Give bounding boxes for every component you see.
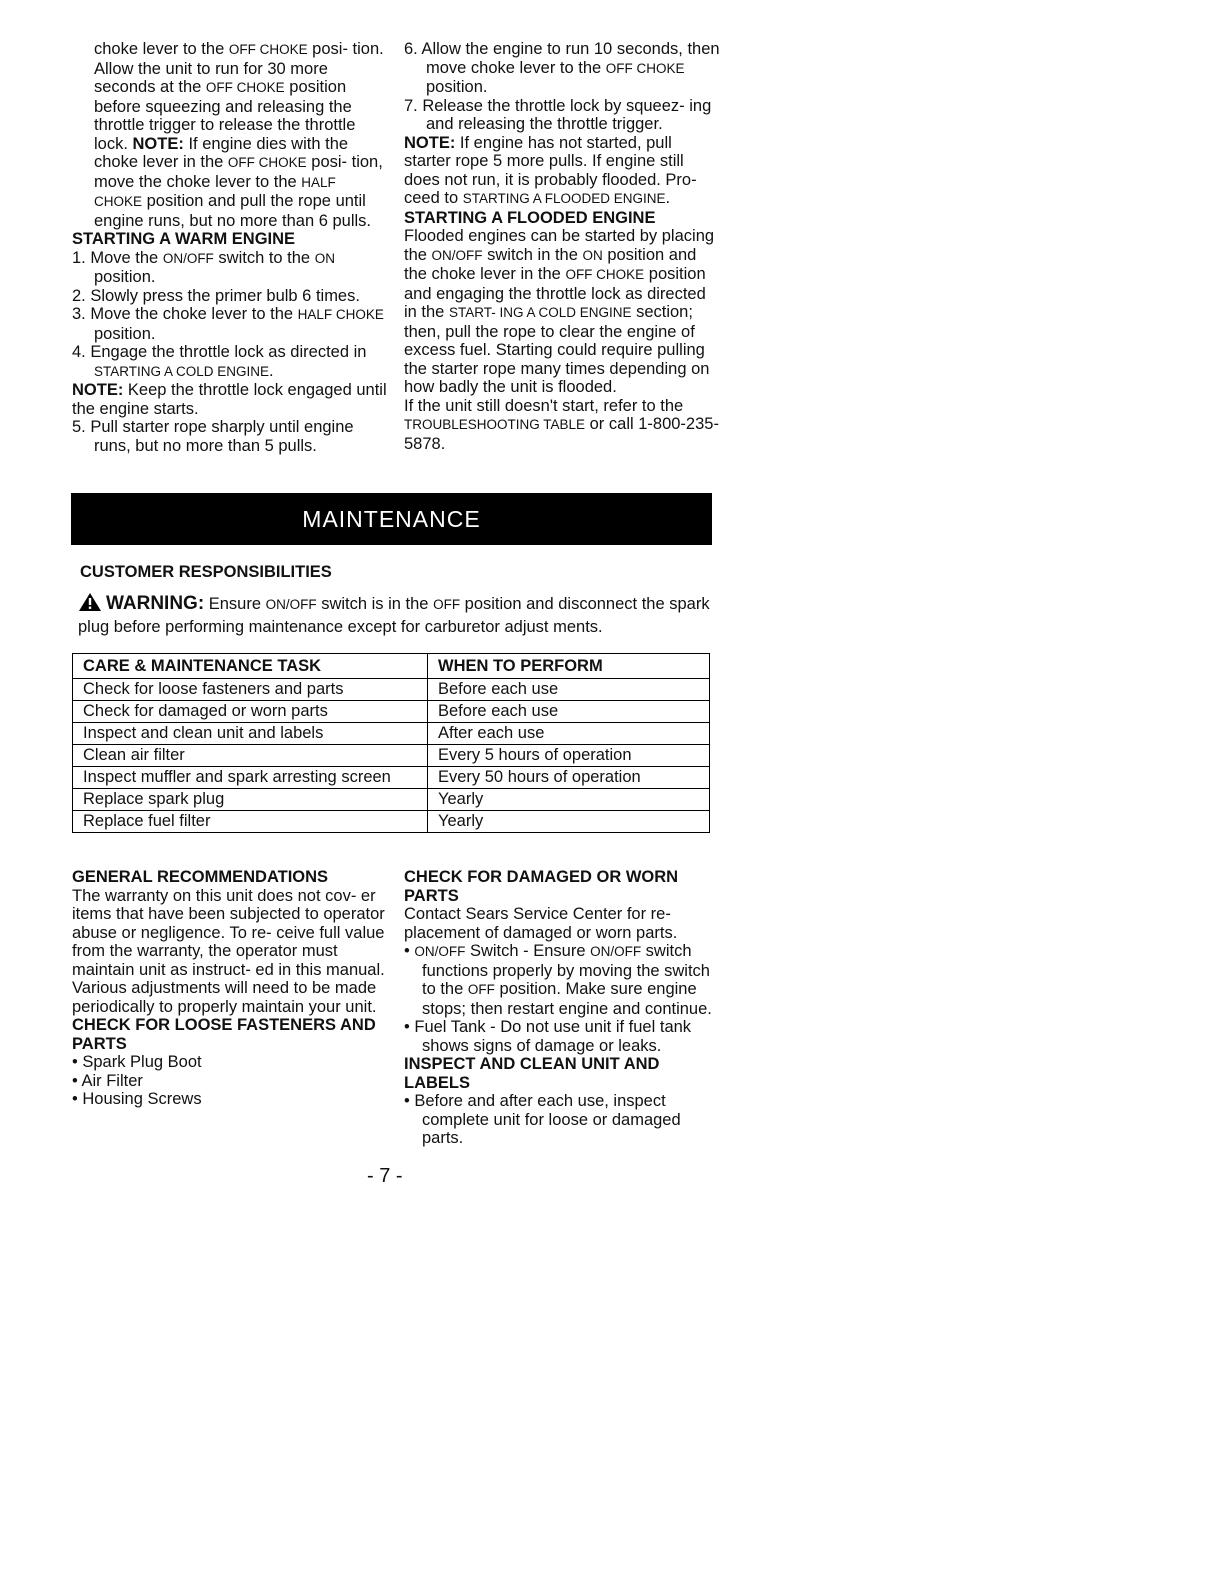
warm-step-5: 5. Pull starter rope sharply until engine runs, but no more than 5 pulls. (72, 418, 354, 455)
bottom-right-column (404, 868, 722, 1148)
table-row (73, 701, 710, 723)
flooded-engine-heading: STARTING A FLOODED ENGINE (404, 208, 656, 227)
troubleshooting-paragraph: If the unit still doesn't start, refer to the TROUBLESHOOTING TABLE or call 1-800-235-5878. (404, 396, 719, 453)
page-number: - 7 - (367, 1165, 403, 1187)
warning-block (78, 592, 718, 637)
task-cell: Replace spark plug (73, 789, 428, 811)
flooded-note: NOTE: If engine has not started, pull starter rope 5 more pulls. If engine still does not run, it is probably flooded. Pro- ceed to STARTING A FLOODED ENGINE. (404, 133, 697, 207)
task-cell: Clean air filter (73, 745, 428, 767)
list-item: • Before and after each use, inspect complete unit for loose or damaged parts. (404, 1092, 681, 1147)
when-cell: Every 5 hours of operation (428, 745, 710, 767)
table-row (73, 745, 710, 767)
warm-step-3: 3. Move the choke lever to the HALF CHOKE position. (72, 305, 384, 343)
when-cell: Yearly (428, 789, 710, 811)
bottom-left-column (72, 868, 390, 1109)
damaged-parts-paragraph: Contact Sears Service Center for re- placement of damaged or worn parts. (404, 905, 678, 942)
table-row (73, 789, 710, 811)
table-row (73, 679, 710, 701)
warning-label: WARNING: (106, 593, 205, 614)
warm-engine-heading: STARTING A WARM ENGINE (72, 230, 296, 248)
warm-step-2: 2. Slowly press the primer bulb 6 times. (72, 286, 360, 305)
list-item: • Fuel Tank - Do not use unit if fuel tank shows signs of damage or leaks. (404, 1018, 692, 1055)
when-cell: Yearly (428, 811, 710, 833)
when-cell: After each use (428, 723, 710, 745)
warm-note: NOTE: Keep the throttle lock engaged until the engine starts. (72, 381, 387, 418)
general-recommendations-heading: GENERAL RECOMMENDATIONS (72, 868, 329, 886)
flooded-engine-paragraph: Flooded engines can be started by placing the ON/OFF switch in the ON position and the choke lever in the OFF CHOKE position and engaging the throttle lock as directed in the START- ING A COLD ENGINE section; then, pull the rope to clear the engine of excess fuel. Starting could require pulling the starter rope many times depending on how badly the unit is flooded. (404, 227, 715, 396)
list-item: • Spark Plug Boot (72, 1053, 202, 1071)
column-header-when: WHEN TO PERFORM (428, 654, 710, 679)
table-row (73, 767, 710, 789)
table-header-row (73, 654, 710, 679)
damaged-parts-heading: CHECK FOR DAMAGED OR WORN PARTS (404, 868, 679, 905)
warm-step-1: 1. Move the ON/OFF switch to the ON position. (72, 248, 335, 286)
column-header-task: CARE & MAINTENANCE TASK (73, 654, 428, 679)
general-recommendations-paragraph: The warranty on this unit does not cov- er items that have been subjected to operator abuse or negligence. To re- ceive full value from the warranty, the operator must maintain unit as instruct- ed in this manual. Various adjustments will need to be made periodically to properly maintain your unit. (72, 886, 385, 1016)
task-cell: Inspect and clean unit and labels (73, 723, 428, 745)
task-cell: Check for loose fasteners and parts (73, 679, 428, 701)
list-item: • Air Filter (72, 1071, 143, 1090)
table-row (73, 811, 710, 833)
right-column (404, 40, 722, 453)
when-cell: Every 50 hours of operation (428, 767, 710, 789)
warm-step-4: 4. Engage the throttle lock as directed in STARTING A COLD ENGINE. (72, 343, 367, 380)
task-cell: Replace fuel filter (73, 811, 428, 833)
warm-step-7: 7. Release the throttle lock by squeez- ing and releasing the throttle trigger. (404, 96, 712, 133)
when-cell: Before each use (428, 679, 710, 701)
table-row (73, 723, 710, 745)
warm-step-6: 6. Allow the engine to run 10 seconds, then move choke lever to the OFF CHOKE position. (404, 40, 720, 96)
when-cell: Before each use (428, 701, 710, 723)
warning-triangle-icon (78, 592, 102, 617)
maintenance-banner: MAINTENANCE (71, 493, 712, 545)
loose-fasteners-heading: CHECK FOR LOOSE FASTENERS AND PARTS (72, 1016, 376, 1053)
warning-text: Ensure ON/OFF switch is in the OFF position and disconnect the spark plug before performing maintenance except for carburetor adjust ments. (78, 595, 710, 636)
list-item: • ON/OFF Switch - Ensure ON/OFF switch functions properly by moving the switch to the OFF position. Make sure engine stops; then restart engine and continue. (404, 942, 712, 1018)
choke-continuation-paragraph: choke lever to the OFF CHOKE posi- tion. Allow the unit to run for 30 more seconds at the OFF CHOKE position before squeezing and releasing the throttle trigger to release the throttle lock. NOTE: If engine dies with the choke lever in the OFF CHOKE posi- tion, move the choke lever to the HALF CHOKE position and pull the rope until engine runs, but no more than 6 pulls. (94, 40, 384, 230)
inspect-clean-heading: INSPECT AND CLEAN UNIT AND LABELS (404, 1055, 660, 1092)
task-cell: Check for damaged or worn parts (73, 701, 428, 723)
customer-responsibilities-heading: CUSTOMER RESPONSIBILITIES (80, 563, 332, 581)
maintenance-table (72, 653, 710, 833)
list-item: • Housing Screws (72, 1090, 202, 1108)
task-cell: Inspect muffler and spark arresting screen (73, 767, 428, 789)
left-column (72, 40, 387, 455)
